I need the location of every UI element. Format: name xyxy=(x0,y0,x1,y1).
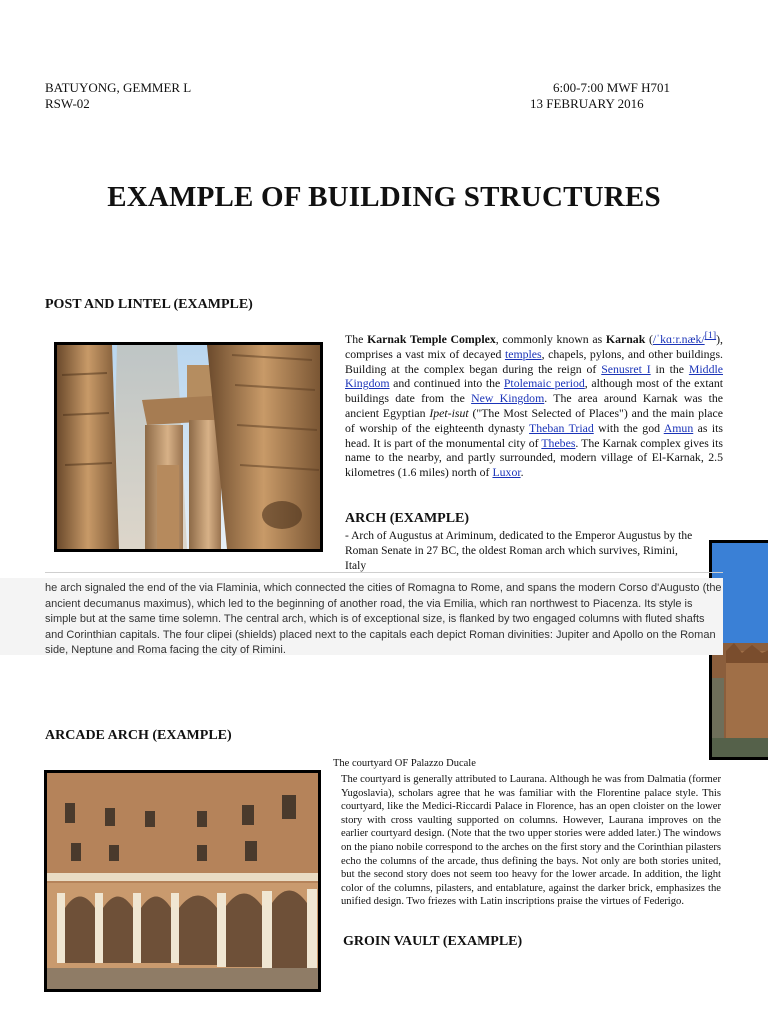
header-right xyxy=(530,80,690,112)
arch-detail-text: he arch signaled the end of the via Flaminia, which connected the cities of Romagna to Rome, and spans the modern Corso d'Augusto (the ancient decumanus maximus), which led to the beginning of another road, the via Emilia, which ran northwest to Piacenza. Its style is simple but at the same time solemn. The central arch, which is of exceptional size, is flanked by two engaged columns with fluted shafts and Corinthian capitals. The four clipei (shields) placed next to the capitals each depict Roman divinities: Jupiter and Apollo on the Roman side, Neptune and Roma facing the city of Rimini. xyxy=(45,582,722,656)
document-date: 13 FEBRUARY 2016 xyxy=(530,96,644,111)
link-theban-triad[interactable]: Theban Triad xyxy=(529,420,594,435)
link-ptolemaic-period[interactable]: Ptolemaic period xyxy=(503,376,585,391)
arch-detail-band xyxy=(0,578,723,655)
link-temples[interactable]: temples xyxy=(504,346,542,361)
arch-heading: ARCH (EXAMPLE) xyxy=(345,511,470,526)
groin-vault-heading: GROIN VAULT (EXAMPLE) xyxy=(343,934,523,949)
class-schedule: 6:00-7:00 MWF H701 xyxy=(553,80,670,95)
header-left xyxy=(45,80,191,112)
arch-caption: - Arch of Augustus at Ariminum, dedicated to the Emperor Augustus by the Roman Senate in 27 BC, the oldest Roman arch which survives, Rimini, Italy xyxy=(345,530,693,572)
karnak-paragraph: The Karnak Temple Complex, commonly known as Karnak (/ˈkɑːr.næk/[1]), comprises a vast mix of decayed temples, chapels, pylons, and other buildings. Building at the complex began during the reign of Senusret I in the Middle Kingdom and continued into the Ptolemaic period, although most of the extant buildings date from the New Kingdom. The area around Karnak was the ancient Egyptian Ipet-isut ("The Most Selected of Places") and the main place of worship of the eighteenth dynasty Theban Triad with the god Amun as its head. It is part of the monumental city of Thebes. The Karnak complex gives its name to the nearby, and partly surrounded, modern village of El-Karnak, 2.5 kilometres (1.6 miles) north of Luxor. xyxy=(345,330,724,480)
link-pronunciation[interactable]: /ˈkɑːr.næk/ xyxy=(652,331,705,346)
link-thebes[interactable]: Thebes xyxy=(541,435,576,450)
link-new-kingdom[interactable]: New Kingdom xyxy=(471,391,545,406)
courtyard-caption-title: The courtyard OF Palazzo Ducale xyxy=(333,758,476,769)
post-lintel-heading: POST AND LINTEL (EXAMPLE) xyxy=(45,297,253,312)
page-title: EXAMPLE OF BUILDING STRUCTURES xyxy=(107,181,661,213)
link-luxor[interactable]: Luxor xyxy=(492,465,521,480)
karnak-temple-photo xyxy=(54,342,323,552)
student-name: BATUYONG, GEMMER L xyxy=(45,80,192,95)
karnak-photo-image xyxy=(57,345,320,549)
band-divider xyxy=(45,572,723,573)
link-senusret[interactable]: Senusret I xyxy=(601,361,651,376)
arcade-heading: ARCADE ARCH (EXAMPLE) xyxy=(45,728,232,743)
courtyard-paragraph: The courtyard is generally attributed to Laurana. Although he was from Dalmatia (former Yugoslavia), scholars agree that he was familiar with the Florentine palace style. This courtyard, like the Medici-Riccardi Palace in Florence, has an open cloister on the lower story with cross vaulting supported on columns. However, Laurana improves on the earlier courtyard design. (Note that the two upper stories were added later.) The windows on the piano nobile correspond to the arches on the first story and the Corinthian pilasters echo the columns of the arcade, thus defining the bays. Not only are both stories united, but the second story does not seem too heavy for the lower arcade. In addition, the light color of the columns, pilasters, and entablature, against the darker brick, emphasizes the unified design. Two friezes with Latin inscriptions praise the virtues of Federigo. xyxy=(341,774,721,908)
link-amun[interactable]: Amun xyxy=(663,420,694,435)
palazzo-ducale-courtyard-photo xyxy=(44,770,321,992)
courtyard-photo-image xyxy=(47,773,318,989)
student-section: RSW-02 xyxy=(45,96,90,111)
link-middle-kingdom[interactable]: Middle Kingdom xyxy=(345,361,723,391)
link-footnote-1[interactable]: [1] xyxy=(704,330,717,341)
